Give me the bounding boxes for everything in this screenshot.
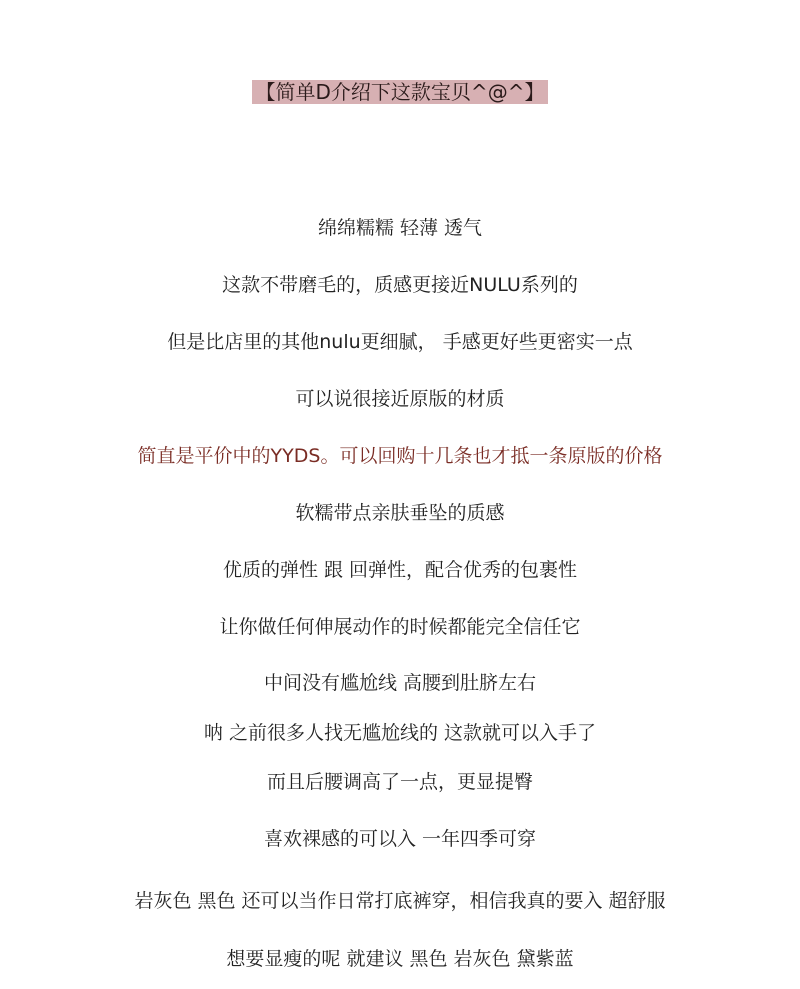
description-line: 可以说很接近原版的材质 — [295, 388, 505, 410]
description-line: 让你做任何伸展动作的时候都能完全信任它 — [219, 616, 581, 638]
description-line: 中间没有尴尬线 高腰到肚脐左右 — [263, 672, 537, 694]
highlight-line: 简直是平价中的YYDS。可以回购十几条也才抵一条原版的价格 — [137, 445, 663, 467]
description-line: 呐 之前很多人找无尴尬线的 这款就可以入手了 — [203, 722, 597, 744]
description-line: 想要显瘦的呢 就建议 黑色 岩灰色 黛紫蓝 — [226, 948, 574, 970]
description-line: 但是比店里的其他nulu更细腻， 手感更好些更密实一点 — [167, 331, 633, 353]
description-line: 喜欢裸感的可以入 一年四季可穿 — [263, 828, 537, 850]
description-line: 绵绵糯糯 轻薄 透气 — [317, 217, 483, 239]
description-line: 优质的弹性 跟 回弹性，配合优秀的包裹性 — [222, 559, 578, 581]
header-title: 【简单D介绍下这款宝贝^@^】 — [252, 80, 549, 104]
header-banner — [0, 80, 800, 104]
description-line: 这款不带磨毛的，质感更接近NULU系列的 — [222, 274, 578, 296]
description-line: 而且后腰调高了一点，更显提臀 — [266, 771, 533, 793]
description-line: 岩灰色 黑色 还可以当作日常打底裤穿，相信我真的要入 超舒服 — [134, 890, 666, 912]
description-line: 软糯带点亲肤垂坠的质感 — [295, 502, 505, 524]
